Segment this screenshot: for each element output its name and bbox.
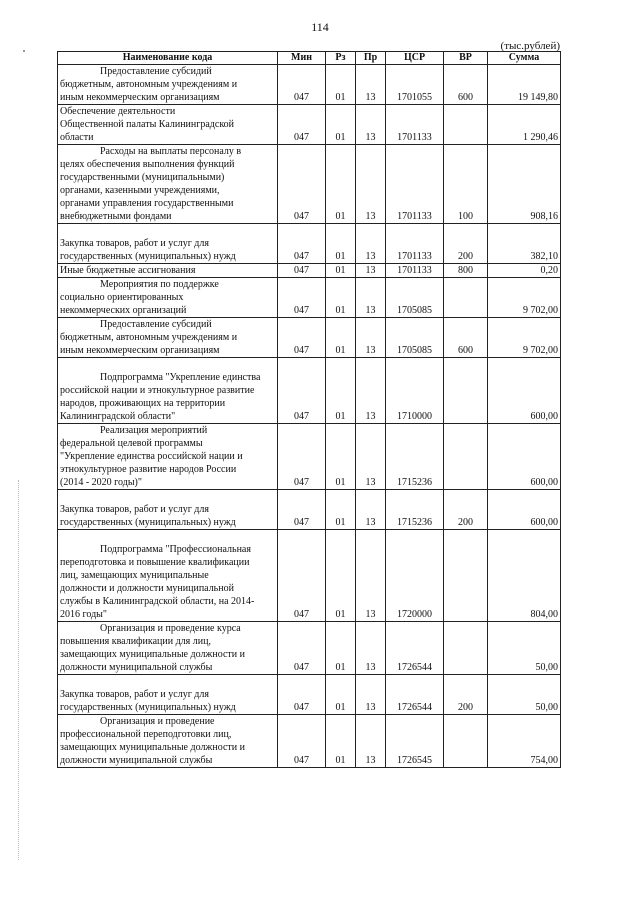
row-name xyxy=(58,424,278,490)
row-pr: 13 xyxy=(356,105,386,145)
row-rz: 01 xyxy=(326,622,356,675)
row-pr: 13 xyxy=(356,530,386,622)
row-name-line: иным некоммерческим организациям xyxy=(60,92,220,103)
row-csr: 1726544 xyxy=(386,675,444,715)
row-min: 047 xyxy=(278,358,326,424)
table-row xyxy=(58,278,561,318)
row-sum: 50,00 xyxy=(488,675,561,715)
row-pr: 13 xyxy=(356,358,386,424)
row-name-line: Закупка товаров, работ и услуг для xyxy=(60,238,209,249)
header-min: Мин xyxy=(278,52,326,65)
header-name: Наименование кода xyxy=(58,52,278,65)
row-sum: 804,00 xyxy=(488,530,561,622)
table-row xyxy=(58,530,561,622)
row-pr: 13 xyxy=(356,65,386,105)
row-vr: 600 xyxy=(444,318,488,358)
row-vr: 800 xyxy=(444,264,488,278)
row-csr: 1720000 xyxy=(386,530,444,622)
row-name-line: должности и должности муниципальной xyxy=(60,583,234,594)
row-name-line xyxy=(60,224,275,237)
row-name xyxy=(58,530,278,622)
row-vr: 100 xyxy=(444,145,488,224)
row-name-line: бюджетным, автономным учреждениям и xyxy=(60,332,238,343)
row-name-line: государственных (муниципальных) нужд xyxy=(60,702,236,713)
row-name-line: замещающих муниципальные должности и xyxy=(60,742,245,753)
row-min: 047 xyxy=(278,145,326,224)
header-rz: Рз xyxy=(326,52,356,65)
row-name-line xyxy=(60,530,275,543)
row-name-line: внебюджетными фондами xyxy=(60,211,172,222)
row-sum: 600,00 xyxy=(488,424,561,490)
row-rz: 01 xyxy=(326,424,356,490)
row-vr: 200 xyxy=(444,675,488,715)
row-pr: 13 xyxy=(356,224,386,264)
row-name-line: социально ориентированных xyxy=(60,292,184,303)
row-sum: 1 290,46 xyxy=(488,105,561,145)
row-name-line: лиц, замещающих муниципальные xyxy=(60,570,209,581)
row-name-line: Подпрограмма "Профессиональная xyxy=(100,544,251,555)
row-vr xyxy=(444,424,488,490)
table-row xyxy=(58,490,561,530)
row-name-line: службы в Калининградской области, на 2014- xyxy=(60,596,255,607)
budget-table xyxy=(57,51,561,768)
row-min: 047 xyxy=(278,622,326,675)
header-vr: ВР xyxy=(444,52,488,65)
row-name-line: Общественной палаты Калининградской xyxy=(60,119,235,130)
row-rz: 01 xyxy=(326,65,356,105)
table-row xyxy=(58,715,561,768)
row-name-line: государственных (муниципальных) нужд xyxy=(60,251,236,262)
row-name-line: федеральной целевой программы xyxy=(60,438,203,449)
row-name-line: Предоставление субсидий xyxy=(100,319,212,330)
row-name-line: Реализация мероприятий xyxy=(100,425,208,436)
row-name-line: Калининградской области" xyxy=(60,411,176,422)
row-csr: 1701133 xyxy=(386,224,444,264)
table-row xyxy=(58,224,561,264)
row-name-line: переподготовка и повышение квалификации xyxy=(60,557,250,568)
row-csr: 1726545 xyxy=(386,715,444,768)
row-name-line: органами управления государственными xyxy=(60,198,234,209)
row-pr: 13 xyxy=(356,318,386,358)
page-number: 114 xyxy=(311,20,329,34)
row-csr: 1715236 xyxy=(386,490,444,530)
row-vr: 200 xyxy=(444,490,488,530)
row-rz: 01 xyxy=(326,715,356,768)
header-pr: Пр xyxy=(356,52,386,65)
row-csr: 1715236 xyxy=(386,424,444,490)
row-rz: 01 xyxy=(326,490,356,530)
row-name-line: области xyxy=(60,132,94,143)
row-name xyxy=(58,490,278,530)
row-name-line xyxy=(60,490,275,503)
row-rz: 01 xyxy=(326,224,356,264)
row-name-line xyxy=(60,675,275,688)
row-name xyxy=(58,224,278,264)
row-name xyxy=(58,105,278,145)
row-vr xyxy=(444,278,488,318)
row-rz: 01 xyxy=(326,675,356,715)
row-min: 047 xyxy=(278,490,326,530)
row-rz: 01 xyxy=(326,264,356,278)
row-csr: 1710000 xyxy=(386,358,444,424)
table-row xyxy=(58,424,561,490)
row-csr: 1701133 xyxy=(386,105,444,145)
row-csr: 1705085 xyxy=(386,318,444,358)
table-row xyxy=(58,358,561,424)
row-rz: 01 xyxy=(326,278,356,318)
row-name-line: 2016 годы" xyxy=(60,609,107,620)
row-name-line: Организация и проведение курса xyxy=(100,623,241,634)
row-sum: 600,00 xyxy=(488,490,561,530)
table-row xyxy=(58,145,561,224)
row-name-line: Закупка товаров, работ и услуг для xyxy=(60,504,209,515)
row-name xyxy=(58,278,278,318)
row-name xyxy=(58,318,278,358)
row-csr: 1701055 xyxy=(386,65,444,105)
row-name-line: народов, проживающих на территории xyxy=(60,398,226,409)
row-name-line: "Укрепление единства российской нации и xyxy=(60,451,243,462)
row-min: 047 xyxy=(278,318,326,358)
row-name xyxy=(58,675,278,715)
margin-mark xyxy=(23,50,25,52)
row-min: 047 xyxy=(278,424,326,490)
row-name-line: российской нации и этнокультурное развитие xyxy=(60,385,255,396)
row-pr: 13 xyxy=(356,675,386,715)
row-name-line: Предоставление субсидий xyxy=(100,66,212,77)
row-name xyxy=(58,264,278,278)
row-sum: 9 702,00 xyxy=(488,278,561,318)
row-min: 047 xyxy=(278,675,326,715)
row-name-line: Иные бюджетные ассигнования xyxy=(60,265,196,276)
row-name-line: замещающих муниципальные должности и xyxy=(60,649,245,660)
row-name-line xyxy=(60,358,275,371)
row-sum: 0,20 xyxy=(488,264,561,278)
row-name-line: иным некоммерческим организациям xyxy=(60,345,220,356)
row-name xyxy=(58,145,278,224)
row-name-line: (2014 - 2020 годы)" xyxy=(60,477,142,488)
row-name-line: государственными (муниципальными) xyxy=(60,172,225,183)
row-vr xyxy=(444,622,488,675)
row-csr: 1701133 xyxy=(386,264,444,278)
row-csr: 1701133 xyxy=(386,145,444,224)
row-min: 047 xyxy=(278,105,326,145)
row-csr: 1705085 xyxy=(386,278,444,318)
row-pr: 13 xyxy=(356,622,386,675)
row-name-line: повышения квалификации для лиц, xyxy=(60,636,211,647)
row-pr: 13 xyxy=(356,145,386,224)
row-pr: 13 xyxy=(356,278,386,318)
row-sum: 50,00 xyxy=(488,622,561,675)
row-name-line: профессиональной переподготовки лиц, xyxy=(60,729,232,740)
row-min: 047 xyxy=(278,278,326,318)
row-min: 047 xyxy=(278,65,326,105)
row-sum: 908,16 xyxy=(488,145,561,224)
row-name-line: государственных (муниципальных) нужд xyxy=(60,517,236,528)
row-vr xyxy=(444,715,488,768)
row-rz: 01 xyxy=(326,145,356,224)
table-row xyxy=(58,318,561,358)
units-label: (тыс.рублей) xyxy=(500,40,560,52)
row-pr: 13 xyxy=(356,715,386,768)
table-header-row xyxy=(58,52,561,65)
table-row xyxy=(58,105,561,145)
row-sum: 754,00 xyxy=(488,715,561,768)
row-name-line: должности муниципальной службы xyxy=(60,755,213,766)
row-name-line: Подпрограмма "Укрепление единства xyxy=(100,372,261,383)
row-sum: 19 149,80 xyxy=(488,65,561,105)
row-min: 047 xyxy=(278,224,326,264)
row-rz: 01 xyxy=(326,358,356,424)
row-vr: 200 xyxy=(444,224,488,264)
row-name xyxy=(58,65,278,105)
row-vr: 600 xyxy=(444,65,488,105)
row-name-line: некоммерческих организаций xyxy=(60,305,187,316)
row-sum: 600,00 xyxy=(488,358,561,424)
row-vr xyxy=(444,530,488,622)
row-rz: 01 xyxy=(326,530,356,622)
row-pr: 13 xyxy=(356,490,386,530)
row-sum: 382,10 xyxy=(488,224,561,264)
row-name xyxy=(58,622,278,675)
row-name-line: Расходы на выплаты персоналу в xyxy=(100,146,242,157)
row-name-line: бюджетным, автономным учреждениям и xyxy=(60,79,238,90)
row-name xyxy=(58,358,278,424)
row-name-line: Мероприятия по поддержке xyxy=(100,279,219,290)
row-name-line: этнокультурное развитие народов России xyxy=(60,464,237,475)
table-row xyxy=(58,65,561,105)
table-row xyxy=(58,622,561,675)
row-rz: 01 xyxy=(326,318,356,358)
row-min: 047 xyxy=(278,264,326,278)
row-sum: 9 702,00 xyxy=(488,318,561,358)
row-csr: 1726544 xyxy=(386,622,444,675)
margin-line xyxy=(18,480,20,860)
row-name-line: органами, казенными учреждениями, xyxy=(60,185,220,196)
row-rz: 01 xyxy=(326,105,356,145)
row-name-line: Организация и проведение xyxy=(100,716,215,727)
row-name-line: Обеспечение деятельности xyxy=(60,106,176,117)
row-min: 047 xyxy=(278,530,326,622)
header-csr: ЦСР xyxy=(386,52,444,65)
row-name-line: должности муниципальной службы xyxy=(60,662,213,673)
row-min: 047 xyxy=(278,715,326,768)
table-row xyxy=(58,264,561,278)
table-row xyxy=(58,675,561,715)
row-name xyxy=(58,715,278,768)
header-sum: Сумма xyxy=(488,52,561,65)
row-vr xyxy=(444,105,488,145)
row-vr xyxy=(444,358,488,424)
row-pr: 13 xyxy=(356,264,386,278)
row-name-line: Закупка товаров, работ и услуг для xyxy=(60,689,209,700)
row-name-line: целях обеспечения выполнения функций xyxy=(60,159,235,170)
row-pr: 13 xyxy=(356,424,386,490)
